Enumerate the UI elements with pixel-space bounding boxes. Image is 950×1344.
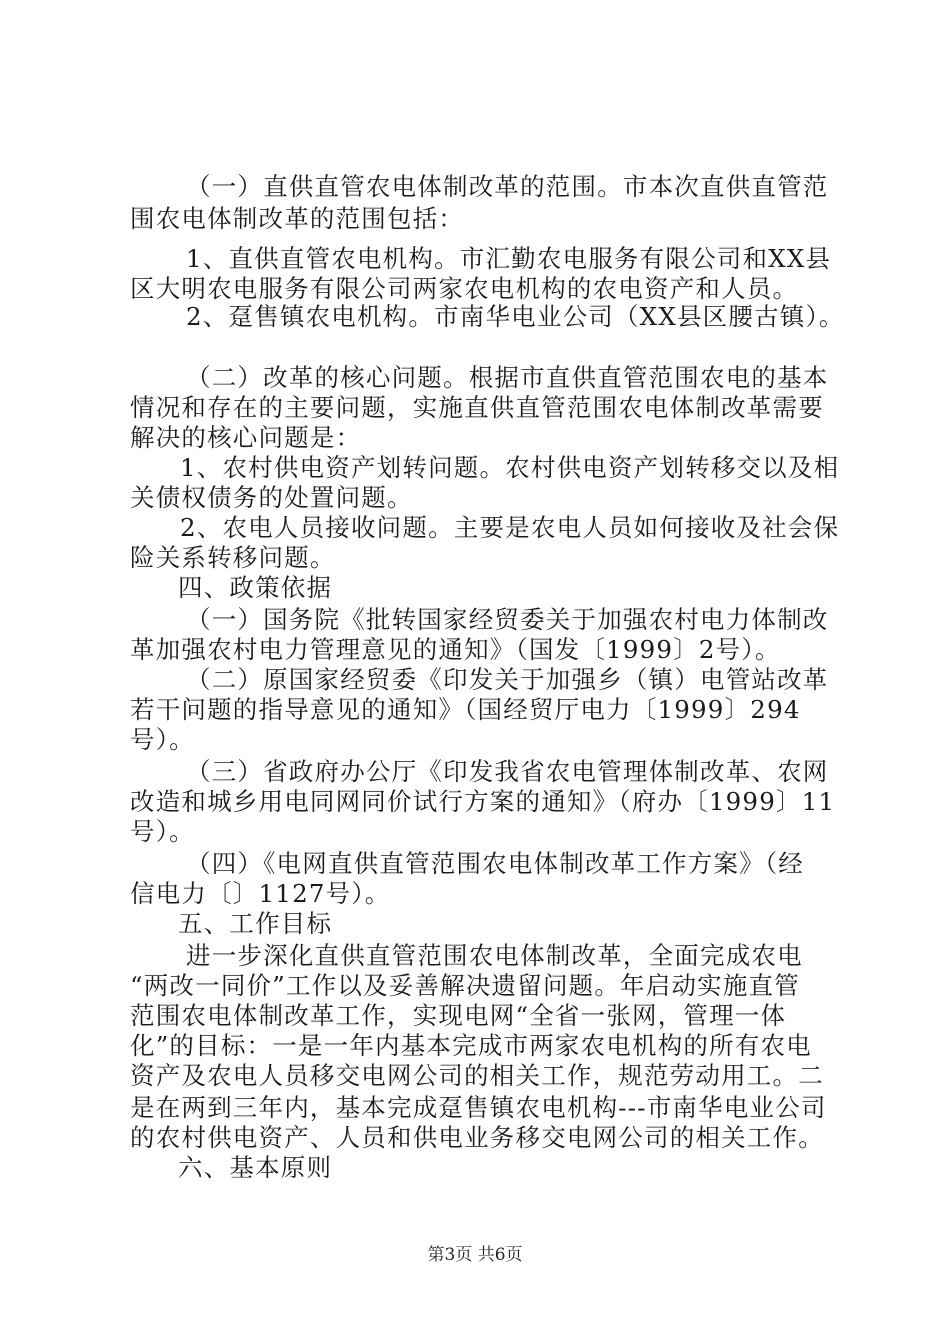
paragraph-line: 革加强农村电力管理意见的通知》（国发〔1999〕2号）。 <box>130 635 781 664</box>
paragraph-line: 若干问题的指导意见的通知》（国经贸厅电力〔1999〕294 <box>130 695 801 724</box>
paragraph-line: 号）。 <box>130 817 195 846</box>
section-heading: 四、政策依据 <box>178 573 333 602</box>
paragraph-line: 资产及农电人员移交电网公司的相关工作，规范劳动用工。二 <box>130 1061 824 1090</box>
paragraph-line: （一）国务院《批转国家经贸委关于加强农村电力体制改 <box>186 605 829 634</box>
paragraph-line: 情况和存在的主要问题，实施直供直管范围农电体制改革需要 <box>130 393 824 422</box>
paragraph-line: 围农电体制改革的范围包括： <box>130 204 465 233</box>
page-number-footer: 第3页 共6页 <box>427 1245 523 1265</box>
paragraph-line: “两改一同价”工作以及妥善解决遗留问题。年启动实施直管 <box>130 971 800 1000</box>
paragraph-line: 解决的核心问题是： <box>130 423 362 452</box>
paragraph-line: 区大明农电服务有限公司两家农电机构的农电资产和人员。 <box>130 274 799 303</box>
paragraph-line: 2、趸售镇农电机构。市南华电业公司（XX县区腰古镇）。 <box>186 302 845 331</box>
paragraph-line: 1、农村供电资产划转问题。农村供电资产划转移交以及相 <box>180 453 840 482</box>
paragraph-line: （一）直供直管农电体制改革的范围。市本次直供直管范 <box>186 172 829 201</box>
paragraph-line: 进一步深化直供直管范围农电体制改革，全面完成农电 <box>186 941 803 970</box>
paragraph-line: 范围农电体制改革工作，实现电网“全省一张网，管理一体 <box>130 1001 787 1030</box>
paragraph-line: 2、农电人员接收问题。主要是农电人员如何接收及社会保 <box>180 513 840 542</box>
paragraph-line: （二）原国家经贸委《印发关于加强乡（镇）电管站改革 <box>186 665 829 694</box>
paragraph-line: （四）《电网直供直管范围农电体制改革工作方案》（经 <box>186 849 804 878</box>
paragraph-line: 1、直供直管农电机构。市汇勤农电服务有限公司和XX县 <box>186 244 832 273</box>
section-heading: 五、工作目标 <box>178 909 333 938</box>
paragraph-line: 信电力〔〕1127号）。 <box>130 879 391 908</box>
paragraph-line: （三）省政府办公厅《印发我省农电管理体制改革、农网 <box>186 757 829 786</box>
paragraph-line: （二）改革的核心问题。根据市直供直管范围农电的基本 <box>186 363 829 392</box>
paragraph-line: 号）。 <box>130 725 195 754</box>
section-heading: 六、基本原则 <box>178 1153 333 1182</box>
paragraph-line: 的农村供电资产、人员和供电业务移交电网公司的相关工作。 <box>130 1123 824 1152</box>
paragraph-line: 改造和城乡用电同网同价试行方案的通知》（府办〔1999〕11 <box>130 787 836 816</box>
paragraph-line: 险关系转移问题。 <box>130 543 336 572</box>
paragraph-line: 关债权债务的处置问题。 <box>130 483 413 512</box>
paragraph-line: 化”的目标：一是一年内基本完成市两家农电机构的所有农电 <box>130 1031 812 1060</box>
paragraph-line: 是在两到三年内，基本完成趸售镇农电机构---市南华电业公司 <box>130 1093 827 1122</box>
